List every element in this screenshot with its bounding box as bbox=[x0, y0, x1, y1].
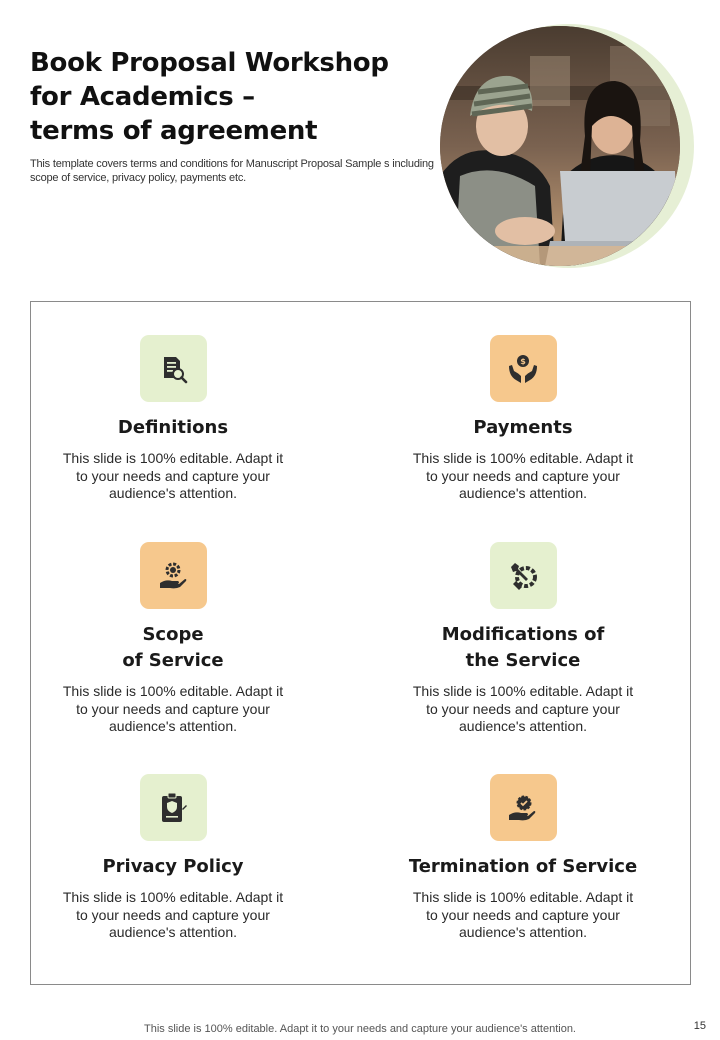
card-title: Modifications of the Service bbox=[441, 624, 605, 671]
wrench-gear-icon-box bbox=[490, 542, 557, 609]
hand-gear-icon-box bbox=[140, 542, 207, 609]
hand-badge-icon bbox=[506, 791, 540, 825]
document-search-icon-box bbox=[140, 335, 207, 402]
card-text: This slide is 100% editable. Adapt it to your needs and capture your audience's attention. bbox=[62, 683, 284, 734]
terms-panel bbox=[30, 301, 691, 985]
card-termination-of-service bbox=[373, 774, 673, 942]
wrench-gear-icon bbox=[506, 559, 540, 593]
hands-coins-icon bbox=[506, 352, 540, 386]
card-privacy-policy bbox=[23, 774, 323, 942]
clipboard-shield-icon-box bbox=[140, 774, 207, 841]
card-title: Scope of Service bbox=[122, 624, 224, 671]
hand-badge-icon-box bbox=[490, 774, 557, 841]
card-title: Definitions bbox=[117, 417, 229, 438]
hand-gear-icon bbox=[156, 559, 190, 593]
card-title: Privacy Policy bbox=[102, 856, 244, 877]
page-subtitle: This template covers terms and conditions for Manuscript Proposal Sample s including scope of service, privacy policy, payments etc. bbox=[30, 158, 434, 184]
card-text: This slide is 100% editable. Adapt it to your needs and capture your audience's attention. bbox=[62, 889, 284, 940]
page-number: 15 bbox=[693, 1020, 706, 1032]
svg-text:$: $ bbox=[520, 356, 526, 366]
card-text: This slide is 100% editable. Adapt it to your needs and capture your audience's attention. bbox=[412, 889, 634, 940]
clipboard-shield-icon bbox=[158, 791, 188, 825]
hands-coins-icon-box bbox=[490, 335, 557, 402]
card-payments bbox=[373, 335, 673, 503]
footer-note: This slide is 100% editable. Adapt it to your needs and capture your audience's attention. bbox=[144, 1023, 576, 1035]
page-title: Book Proposal Workshop for Academics – terms of agreement bbox=[30, 48, 389, 146]
card-text: This slide is 100% editable. Adapt it to your needs and capture your audience's attention. bbox=[412, 683, 634, 734]
card-scope-of-service bbox=[23, 542, 323, 736]
card-title: Termination of Service bbox=[408, 856, 638, 877]
card-definitions bbox=[23, 335, 323, 503]
document-search-icon bbox=[158, 354, 188, 384]
photo-two-women-laptop bbox=[440, 26, 680, 266]
card-text: This slide is 100% editable. Adapt it to your needs and capture your audience's attention. bbox=[62, 450, 284, 501]
card-text: This slide is 100% editable. Adapt it to your needs and capture your audience's attention. bbox=[412, 450, 634, 501]
card-modifications-of-the-service bbox=[373, 542, 673, 736]
card-title: Payments bbox=[473, 417, 573, 438]
